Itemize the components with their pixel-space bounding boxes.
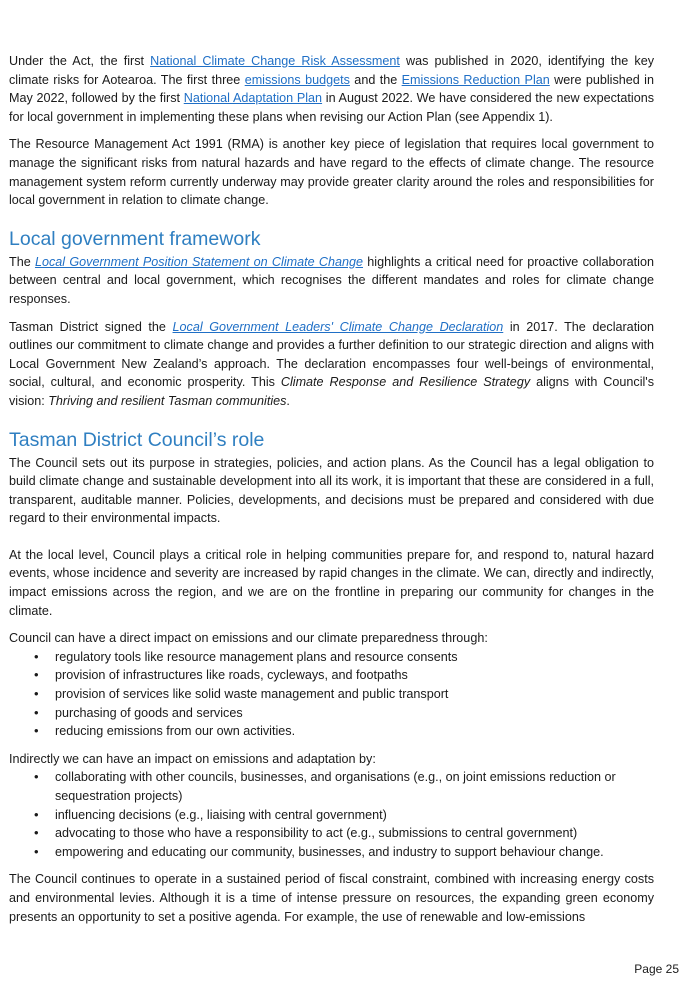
list-item: • provision of services like solid waste management and public transport (55, 685, 654, 704)
list-indirect-impacts (9, 768, 654, 861)
spacer (9, 537, 654, 546)
paragraph-position-statement: The Local Government Position Statement on Climate Change highlights a critical need for proactive collaboration between central and local government, which recognises the different mandates and roles for climate change responses. (9, 254, 654, 306)
list-item: • reducing emissions from our own activities. (55, 722, 654, 741)
link-national-adaptation-plan[interactable]: National Adaptation Plan (183, 91, 323, 106)
list-item: • empowering and educating our community, businesses, and industry to support behaviour change. (55, 843, 654, 862)
paragraph-indirect-impact-intro: Indirectly we can have an impact on emissions and adaptation by: (9, 751, 376, 766)
list-item: • purchasing of goods and services (55, 704, 654, 723)
heading-council-role: Tasman District Council’s role (9, 428, 265, 451)
paragraph-fiscal-constraint: The Council continues to operate in a sustained period of fiscal constraint, combined with increasing energy costs and environmental levies. Although it is a time of intense pressure on resources, the expanding green economy presents an opportunity to set a positive agenda. For example, the use of renewable and low-emissions (9, 872, 654, 924)
list-item: • collaborating with other councils, businesses, and organisations (e.g., on joint emissions reduction or sequestration projects) (55, 768, 654, 805)
document-body (9, 52, 654, 935)
list-item: • provision of infrastructures like roads, cycleways, and footpaths (55, 666, 654, 685)
page-number: Page 25 (634, 962, 679, 976)
list-item: • regulatory tools like resource management plans and resource consents (55, 648, 654, 667)
link-leaders-declaration[interactable]: Local Government Leaders' Climate Change Declaration (172, 319, 504, 334)
paragraph-direct-impact-intro: Council can have a direct impact on emissions and our climate preparedness through: (9, 631, 488, 646)
list-item: • influencing decisions (e.g., liaising with central government) (55, 806, 654, 825)
paragraph-rma: The Resource Management Act 1991 (RMA) is another key piece of legislation that requires local government to manage the significant risks from natural hazards and have regard to the effects of climate change. The resource management system reform currently underway may provide greater clarity around the roles and responsibilities for local government in relation to climate change. (9, 137, 654, 208)
list-item: • advocating to those who have a responsibility to act (e.g., submissions to central government) (55, 824, 654, 843)
link-risk-assessment[interactable]: National Climate Change Risk Assessment (150, 54, 400, 68)
list-direct-impacts (9, 648, 654, 741)
link-position-statement[interactable]: Local Government Position Statement on Climate Change (34, 254, 363, 269)
heading-local-government-framework: Local government framework (9, 227, 261, 250)
link-emissions-reduction-plan[interactable]: Emissions Reduction Plan (401, 72, 550, 87)
paragraph-national-plans: Under the Act, the first National Climate Change Risk Assessment was published in 2020, identifying the key climate risks for Aotearoa. The first three emissions budgets and the Emissions Reduction Plan were published in May 2022, followed by the first National Adaptation Plan in August 2022. We have considered the new expectations for local government in implementing these plans when revising our Action Plan (see Appendix 1). (9, 54, 655, 124)
paragraph-local-level: At the local level, Council plays a critical role in helping communities prepare for, and respond to, natural hazard events, whose incidence and severity are increased by rapid changes in the climate. We can, directly and indirectly, impact emissions across the region, and we are on the frontline in preparing our community for changes in the climate. (9, 547, 654, 618)
link-emissions-budgets[interactable]: emissions budgets (244, 72, 350, 87)
paragraph-declaration: Tasman District signed the Local Government Leaders' Climate Change Declaration in 2017. The declaration outlines our commitment to climate change and provides a further definition to our strategic direction and aligns with Local Government New Zealand’s approach. The declaration encompasses four well-beings of environmental, social, cultural, and economic prosperity. This Climate Response and Resilience Strategy aligns with Council's vision: Thriving and resilient Tasman communities. (9, 319, 655, 408)
paragraph-council-purpose: The Council sets out its purpose in strategies, policies, and action plans. As the Council has a legal obligation to build climate change and sustainable development into all its work, it is important that these are considered in a full, transparent, auditable manner. Policies, developments, and decisions must be prepared and considered with due regard to their environmental impacts. (9, 455, 654, 526)
